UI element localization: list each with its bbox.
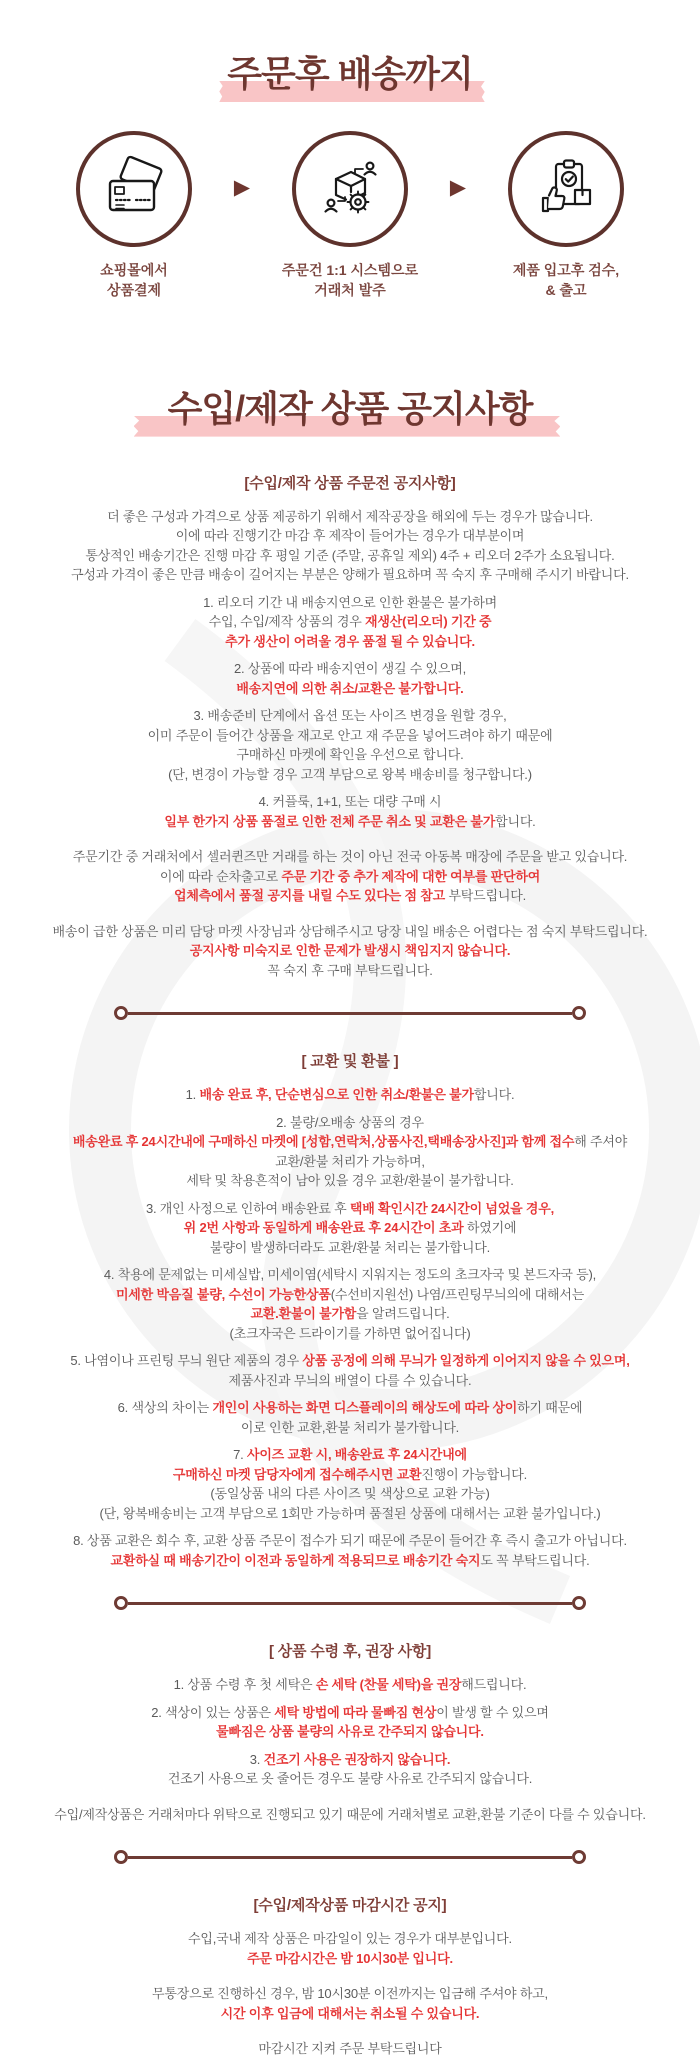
section-pre-order-notice: [0, 472, 700, 981]
notice-paragraph: 1. 상품 수령 후 첫 세탁은 손 세탁 (찬물 세탁)을 권장해드립니다.: [173, 1677, 527, 1693]
notice-paragraph: 8. 상품 교환은 회수 후, 교환 상품 주문이 접수가 되기 때문에 주문이 들어간 후 즉시 출고가 아닙니다. 교환하실 때 배송기간이 이전과 동일하게 적용되므로 배송기간 숙지도 꼭 부탁드립니다.: [73, 1533, 627, 1568]
section-heading-pre-order: [수입/제작 상품 주문전 공지사항]: [244, 474, 456, 492]
section-divider: [114, 1006, 586, 1020]
section-deadline-notice: [0, 1894, 700, 2059]
notice-paragraph: 더 좋은 구성과 가격으로 상품 제공하기 위해서 제작공장을 해외에 두는 경우가 많습니다. 이에 따라 진행기간 마감 후 제작이 들어가는 경우가 대부분이며 통상적인 배송기간은 진행 마감 후 평일 기준 (주말, 공휴일 제외) 4주 + 리오더 2주가 소요됩니다. 구성과 가격이 좋은 만큼 배송이 길어지는 부분은 양해가 필요하며 꼭 숙지 후 구매해 주시기 바랍니다.: [71, 508, 629, 583]
notice-paragraph: 1. 배송 완료 후, 단순변심으로 인한 취소/환불은 불가합니다.: [185, 1087, 515, 1103]
step-payment-label-line1: 쇼핑몰에서: [100, 262, 168, 278]
section-heading-exchange-refund: [ 교환 및 환불 ]: [301, 1053, 399, 1071]
hero: [0, 0, 700, 97]
section-pre-order-blocks: [0, 507, 700, 981]
notice-paragraph: 3. 건조기 사용은 권장하지 않습니다. 건조기 사용으로 옷 줄어든 경우도 불량 사유로 간주되지 않습니다.: [167, 1751, 533, 1787]
divider-line: [128, 1856, 572, 1859]
page-title: [227, 46, 472, 97]
notice-paragraph: 수입/제작상품은 거래처마다 위탁으로 진행되고 있기 때문에 거래처별로 교환,환불 기준이 다를 수 있습니다.: [54, 1806, 646, 1822]
divider-end-circle: [572, 1006, 586, 1020]
notice-body: [0, 472, 700, 2059]
divider-end-circle: [114, 1006, 128, 1020]
section-after-receipt: [0, 1640, 700, 1824]
section-divider: [114, 1850, 586, 1864]
notice-paragraph: 3. 개인 사정으로 인하여 배송완료 후 택배 확인시간 24시간이 넘었을 경우, 위 2번 사항과 동일하게 배송완료 후 24시간이 초과 하였기에 불량이 발생하더라도 교환/환불 처리는 불가합니다.: [145, 1200, 555, 1255]
page-title-text: 주문후 배송까지: [227, 53, 473, 94]
divider-end-circle: [572, 1596, 586, 1610]
notice-paragraph: 6. 색상의 차이는 개인이 사용하는 화면 디스플레이의 해상도에 따라 상이하기 때문에 이로 인한 교환,환불 처리가 불가합니다.: [117, 1400, 583, 1435]
step-inspection-shipping: [472, 131, 660, 301]
step-inspection-shipping-label-line1: 제품 입고후 검수,: [512, 262, 620, 278]
notice-paragraph: 수입,국내 제작 상품은 마감일이 있는 경우가 대부분입니다. 주문 마감시간은 밤 10시30분 입니다.: [188, 1931, 512, 1966]
notice-paragraph: 2. 상품에 따라 배송지연이 생길 수 있으며, 배송지연에 의한 취소/교환은 불가합니다.: [233, 661, 467, 696]
section-heading-after-receipt: [ 상품 수령 후, 권장 사항]: [268, 1643, 431, 1661]
step-order-system-label: [256, 260, 444, 301]
step-order-system-label-line1: 주문건 1:1 시스템으로: [281, 262, 419, 278]
step-payment-label-line2: 상품결제: [106, 282, 162, 299]
step-payment: [40, 131, 228, 301]
step-inspection-shipping-label-line2: & 출고: [545, 282, 587, 299]
step-inspection-shipping-label: [472, 260, 660, 301]
section-after-receipt-blocks: [0, 1675, 700, 1824]
notice-paragraph: 3. 배송준비 단계에서 옵션 또는 사이즈 변경을 원할 경우, 이미 주문이 들어간 상품을 재고로 안고 재 주문을 넣어드려야 하기 때문에 구매하신 마켓에 확인을 우선으로 합니다. (단, 변경이 가능할 경우 고객 부담으로 왕복 배송비를 청구합니다.): [147, 708, 553, 782]
notice-title-row: [0, 381, 700, 432]
notice-paragraph: 주문기간 중 거래처에서 셀러퀸즈만 거래를 하는 것이 아닌 전국 아동복 매장에 주문을 받고 있습니다. 이에 따라 순차출고로 주문 기간 중 추가 제작에 대한 여부를 판단하여 업체측에서 품절 공지를 내릴 수도 있다는 점 참고 부탁드립니다.: [72, 849, 628, 904]
section-deadline-blocks: [0, 1929, 700, 2059]
notice-paragraph: 무통장으로 진행하신 경우, 밤 10시30분 이전까지는 입금해 주셔야 하고, 시간 이후 입금에 대해서는 취소될 수 있습니다.: [152, 1986, 548, 2021]
arrow-right-icon: ▶: [233, 176, 251, 199]
step-payment-label: [40, 260, 228, 301]
order-system-icon: [292, 131, 408, 247]
notice-paragraph: 1. 리오더 기간 내 배송지연으로 인한 환불은 불가하며 수입, 수입/제작 상품의 경우 재생산(리오더) 기간 중 추가 생산이 어려울 경우 품절 될 수 있습니다.: [203, 594, 497, 649]
notice-paragraph: 2. 불량/오배송 상품의 경우 배송완료 후 24시간내에 구매하신 마켓에 [성함,연락처,상품사진,택배송장사진]과 함께 접수해 주셔야 교환/환불 처리가 가능하며, 세탁 및 착용흔적이 남아 있을 경우 교환/환불이 불가합니다.: [72, 1114, 628, 1189]
section-exchange-refund: [0, 1050, 700, 1570]
notice-paragraph: 마감시간 지켜 주문 부탁드립니다: [258, 2041, 442, 2057]
notice-title: [168, 381, 533, 432]
step-order-system: [256, 131, 444, 301]
divider-line: [128, 1012, 572, 1015]
divider-line: [128, 1602, 572, 1605]
arrow-right-icon: ▶: [449, 176, 467, 199]
notice-paragraph: 4. 커플룩, 1+1, 또는 대량 구매 시 일부 한가지 상품 품절로 인한 전체 주문 취소 및 교환은 불가합니다.: [164, 794, 536, 829]
divider-end-circle: [114, 1596, 128, 1610]
divider-end-circle: [114, 1850, 128, 1864]
notice-paragraph: 2. 색상이 있는 상품은 세탁 방법에 따라 물빠짐 현상이 발생 할 수 있으며 물빠짐은 상품 불량의 사유로 간주되지 않습니다.: [151, 1704, 549, 1740]
notice-paragraph: 배송이 급한 상품은 미리 담당 마켓 사장님과 상담해주시고 당장 내일 배송은 어렵다는 점 숙지 부탁드립니다. 공지사항 미숙지로 인한 문제가 발생시 책임지지 않습니다. 꼭 숙지 후 구매 부탁드립니다.: [52, 923, 648, 978]
divider-end-circle: [572, 1850, 586, 1864]
step-order-system-label-line2: 거래처 발주: [314, 282, 386, 299]
notice-paragraph: 4. 착용에 문제없는 미세실밥, 미세이염(세탁시 지워지는 정도의 초크자국 및 본드자국 등), 미세한 박음질 불량, 수선이 가능한상품(수선비지원선) 나염/프린팅무늬의에 대해서는 교환.환불이 불가함을 알려드립니다. (초크자국은 드라이기를 가하면 없어집니다): [103, 1267, 597, 1341]
inspect-ship-icon: [508, 131, 624, 247]
notice-paragraph: 5. 나염이나 프린팅 무늬 원단 제품의 경우 상품 공정에 의해 무늬가 일정하게 이어지지 않을 수 있으며, 제품사진과 무늬의 배열이 다를 수 있습니다.: [70, 1353, 630, 1388]
order-process-steps: [0, 131, 700, 301]
section-exchange-refund-blocks: [0, 1085, 700, 1570]
section-heading-deadline: [수입/제작상품 마감시간 공지]: [253, 1897, 447, 1915]
notice-title-text: 수입/제작 상품 공지사항: [167, 387, 533, 429]
notice-paragraph: 7. 사이즈 교환 시, 배송완료 후 24시간내에 구매하신 마켓 담당자에게 접수해주시면 교환진행이 가능합니다. (동일상품 내의 다른 사이즈 및 색상으로 교환 가능) (단, 왕복배송비는 고객 부담으로 1회만 가능하며 품절된 상품에 대해서는 교환 불가입니다.): [99, 1447, 601, 1521]
section-divider: [114, 1596, 586, 1610]
credit-card-icon: [76, 131, 192, 247]
